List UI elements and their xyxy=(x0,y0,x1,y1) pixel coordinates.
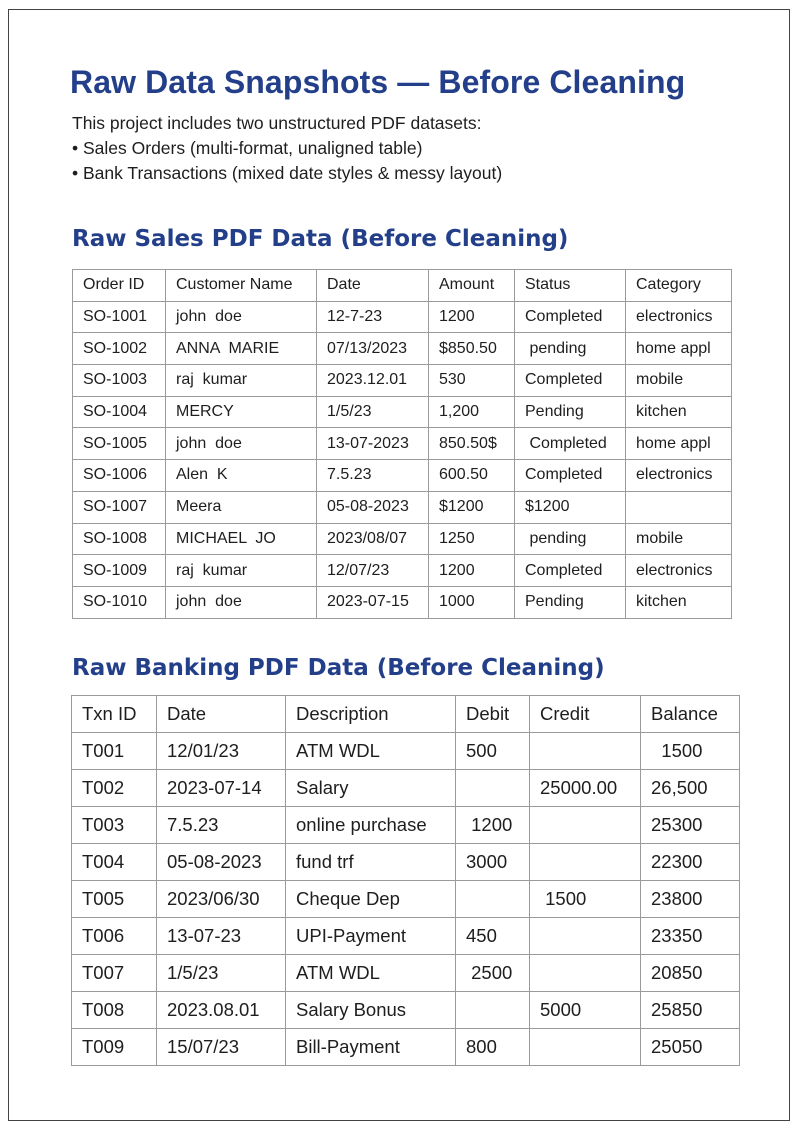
sales-table-row xyxy=(73,396,732,428)
bank-cell-credit xyxy=(530,918,641,955)
intro-bullet-bank: • Bank Transactions (mixed date styles & messy layout) xyxy=(72,163,503,183)
bank-cell-debit: 3000 xyxy=(456,844,530,881)
sales-cell-status: $1200 xyxy=(515,491,626,523)
sales-cell-customer-name: MERCY xyxy=(166,396,317,428)
sales-cell-date: 2023.12.01 xyxy=(317,365,429,397)
intro-bullet-sales: • Sales Orders (multi-format, unaligned table) xyxy=(72,138,423,158)
sales-cell-category: mobile xyxy=(626,523,732,555)
bank-cell-credit xyxy=(530,733,641,770)
sales-cell-amount: 1000 xyxy=(429,586,515,618)
sales-table-row xyxy=(73,491,732,523)
sales-table-body xyxy=(73,301,732,618)
bank-cell-description: UPI-Payment xyxy=(286,918,456,955)
sales-cell-category xyxy=(626,491,732,523)
bank-cell-balance: 25300 xyxy=(641,807,740,844)
bank-cell-description: online purchase xyxy=(286,807,456,844)
sales-header-order-id: Order ID xyxy=(73,270,166,302)
sales-cell-order-id: SO-1004 xyxy=(73,396,166,428)
bank-section-title: Raw Banking PDF Data (Before Cleaning) xyxy=(72,655,605,681)
sales-cell-customer-name: Meera xyxy=(166,491,317,523)
bank-table-row xyxy=(72,770,740,807)
intro-text xyxy=(72,111,502,186)
bank-table-row xyxy=(72,1029,740,1066)
sales-header-date: Date xyxy=(317,270,429,302)
bank-table xyxy=(71,695,740,1066)
bank-header-balance: Balance xyxy=(641,696,740,733)
bank-cell-description: Salary Bonus xyxy=(286,992,456,1029)
sales-header-category: Category xyxy=(626,270,732,302)
sales-cell-status: pending xyxy=(515,523,626,555)
bank-cell-debit: 500 xyxy=(456,733,530,770)
bank-cell-txn-id: T002 xyxy=(72,770,157,807)
sales-cell-order-id: SO-1002 xyxy=(73,333,166,365)
sales-cell-amount: 530 xyxy=(429,365,515,397)
sales-cell-date: 1/5/23 xyxy=(317,396,429,428)
bank-cell-txn-id: T006 xyxy=(72,918,157,955)
sales-table-row xyxy=(73,428,732,460)
bank-cell-description: ATM WDL xyxy=(286,733,456,770)
sales-cell-date: 12-7-23 xyxy=(317,301,429,333)
sales-cell-amount: 1,200 xyxy=(429,396,515,428)
sales-cell-status: Completed xyxy=(515,460,626,492)
sales-cell-category: electronics xyxy=(626,301,732,333)
page-title: Raw Data Snapshots — Before Cleaning xyxy=(70,64,686,100)
sales-cell-customer-name: Alen K xyxy=(166,460,317,492)
bank-cell-txn-id: T005 xyxy=(72,881,157,918)
bank-cell-date: 13-07-23 xyxy=(157,918,286,955)
bank-cell-balance: 23800 xyxy=(641,881,740,918)
sales-cell-date: 2023/08/07 xyxy=(317,523,429,555)
bank-cell-balance: 22300 xyxy=(641,844,740,881)
bank-header-debit: Debit xyxy=(456,696,530,733)
sales-section-title: Raw Sales PDF Data (Before Cleaning) xyxy=(72,226,569,252)
sales-cell-category: home appl xyxy=(626,428,732,460)
sales-cell-category: mobile xyxy=(626,365,732,397)
bank-table-row xyxy=(72,733,740,770)
bank-header-description: Description xyxy=(286,696,456,733)
bank-table-row xyxy=(72,992,740,1029)
sales-cell-date: 12/07/23 xyxy=(317,555,429,587)
bank-header-date: Date xyxy=(157,696,286,733)
sales-cell-customer-name: raj kumar xyxy=(166,365,317,397)
sales-cell-customer-name: john doe xyxy=(166,428,317,460)
sales-header-amount: Amount xyxy=(429,270,515,302)
bank-cell-credit: 1500 xyxy=(530,881,641,918)
bank-header-row xyxy=(72,696,740,733)
sales-cell-amount: 850.50$ xyxy=(429,428,515,460)
bank-cell-balance: 23350 xyxy=(641,918,740,955)
bank-cell-credit: 25000.00 xyxy=(530,770,641,807)
bank-cell-date: 2023.08.01 xyxy=(157,992,286,1029)
sales-cell-order-id: SO-1006 xyxy=(73,460,166,492)
sales-cell-customer-name: john doe xyxy=(166,586,317,618)
sales-cell-order-id: SO-1001 xyxy=(73,301,166,333)
sales-cell-date: 07/13/2023 xyxy=(317,333,429,365)
bank-cell-debit: 450 xyxy=(456,918,530,955)
sales-cell-order-id: SO-1010 xyxy=(73,586,166,618)
bank-cell-credit xyxy=(530,844,641,881)
sales-cell-customer-name: MICHAEL JO xyxy=(166,523,317,555)
sales-cell-order-id: SO-1009 xyxy=(73,555,166,587)
sales-table-row xyxy=(73,301,732,333)
bank-cell-date: 05-08-2023 xyxy=(157,844,286,881)
bank-cell-txn-id: T009 xyxy=(72,1029,157,1066)
sales-cell-category: electronics xyxy=(626,460,732,492)
sales-table-row xyxy=(73,523,732,555)
sales-cell-order-id: SO-1005 xyxy=(73,428,166,460)
bank-table-row xyxy=(72,844,740,881)
bank-table-row xyxy=(72,955,740,992)
bank-header-txn-id: Txn ID xyxy=(72,696,157,733)
sales-table xyxy=(72,269,732,619)
sales-cell-status: Completed xyxy=(515,365,626,397)
bank-cell-balance: 25050 xyxy=(641,1029,740,1066)
bank-cell-txn-id: T008 xyxy=(72,992,157,1029)
bank-cell-description: Salary xyxy=(286,770,456,807)
sales-cell-amount: $850.50 xyxy=(429,333,515,365)
sales-cell-amount: 600.50 xyxy=(429,460,515,492)
bank-cell-credit xyxy=(530,807,641,844)
bank-table-row xyxy=(72,881,740,918)
sales-table-row xyxy=(73,365,732,397)
bank-table-row xyxy=(72,807,740,844)
bank-cell-date: 1/5/23 xyxy=(157,955,286,992)
intro-line: This project includes two unstructured PDF datasets: xyxy=(72,113,482,133)
bank-cell-description: Bill-Payment xyxy=(286,1029,456,1066)
bank-cell-balance: 1500 xyxy=(641,733,740,770)
sales-cell-customer-name: raj kumar xyxy=(166,555,317,587)
bank-cell-txn-id: T004 xyxy=(72,844,157,881)
sales-cell-date: 05-08-2023 xyxy=(317,491,429,523)
bank-cell-txn-id: T001 xyxy=(72,733,157,770)
bank-cell-date: 15/07/23 xyxy=(157,1029,286,1066)
bank-cell-debit xyxy=(456,881,530,918)
sales-cell-status: Pending xyxy=(515,396,626,428)
bank-cell-debit xyxy=(456,992,530,1029)
sales-cell-status: Pending xyxy=(515,586,626,618)
sales-cell-order-id: SO-1003 xyxy=(73,365,166,397)
sales-cell-category: kitchen xyxy=(626,396,732,428)
sales-cell-order-id: SO-1008 xyxy=(73,523,166,555)
sales-header-customer-name: Customer Name xyxy=(166,270,317,302)
bank-cell-credit: 5000 xyxy=(530,992,641,1029)
bank-cell-debit: 1200 xyxy=(456,807,530,844)
bank-cell-debit: 2500 xyxy=(456,955,530,992)
sales-table-row xyxy=(73,586,732,618)
bank-cell-description: ATM WDL xyxy=(286,955,456,992)
bank-table-body xyxy=(72,733,740,1066)
bank-header-credit: Credit xyxy=(530,696,641,733)
sales-cell-date: 7.5.23 xyxy=(317,460,429,492)
bank-cell-description: Cheque Dep xyxy=(286,881,456,918)
sales-cell-category: kitchen xyxy=(626,586,732,618)
sales-cell-amount: 1200 xyxy=(429,555,515,587)
sales-cell-status: Completed xyxy=(515,301,626,333)
sales-cell-amount: 1200 xyxy=(429,301,515,333)
sales-cell-status: Completed xyxy=(515,555,626,587)
sales-cell-amount: $1200 xyxy=(429,491,515,523)
bank-cell-balance: 25850 xyxy=(641,992,740,1029)
sales-cell-customer-name: ANNA MARIE xyxy=(166,333,317,365)
bank-cell-date: 2023/06/30 xyxy=(157,881,286,918)
bank-cell-balance: 26,500 xyxy=(641,770,740,807)
sales-cell-date: 2023-07-15 xyxy=(317,586,429,618)
sales-cell-amount: 1250 xyxy=(429,523,515,555)
bank-cell-debit xyxy=(456,770,530,807)
bank-cell-date: 7.5.23 xyxy=(157,807,286,844)
sales-cell-status: Completed xyxy=(515,428,626,460)
bank-cell-txn-id: T003 xyxy=(72,807,157,844)
sales-cell-category: electronics xyxy=(626,555,732,587)
bank-cell-credit xyxy=(530,955,641,992)
bank-cell-date: 2023-07-14 xyxy=(157,770,286,807)
sales-cell-category: home appl xyxy=(626,333,732,365)
sales-cell-customer-name: john doe xyxy=(166,301,317,333)
sales-table-row xyxy=(73,555,732,587)
bank-cell-date: 12/01/23 xyxy=(157,733,286,770)
sales-table-row xyxy=(73,460,732,492)
bank-cell-description: fund trf xyxy=(286,844,456,881)
sales-header-status: Status xyxy=(515,270,626,302)
bank-table-row xyxy=(72,918,740,955)
sales-cell-status: pending xyxy=(515,333,626,365)
bank-cell-debit: 800 xyxy=(456,1029,530,1066)
sales-table-row xyxy=(73,333,732,365)
sales-header-row xyxy=(73,270,732,302)
bank-cell-balance: 20850 xyxy=(641,955,740,992)
bank-cell-txn-id: T007 xyxy=(72,955,157,992)
bank-cell-credit xyxy=(530,1029,641,1066)
sales-cell-order-id: SO-1007 xyxy=(73,491,166,523)
sales-cell-date: 13-07-2023 xyxy=(317,428,429,460)
